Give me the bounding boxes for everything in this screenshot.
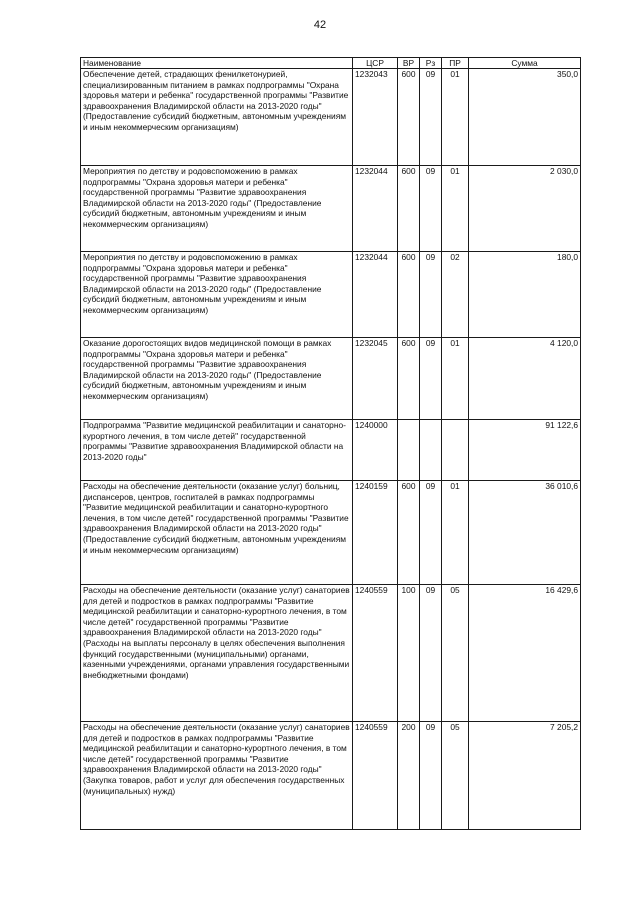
row-vr: 600 xyxy=(398,69,420,166)
row-pr: 05 xyxy=(442,585,469,722)
table-row xyxy=(81,722,581,830)
column-header-sum: Сумма xyxy=(469,58,581,69)
table-row xyxy=(81,420,581,481)
table-row xyxy=(81,166,581,252)
table-row xyxy=(81,338,581,420)
row-vr: 600 xyxy=(398,338,420,420)
table-row xyxy=(81,481,581,585)
page-number: 42 xyxy=(313,19,327,31)
row-rz xyxy=(420,420,442,481)
row-name: Оказание дорогостоящих видов медицинской помощи в рамках подпрограммы "Охрана здоровья матери и ребенка" государственной программы "Развитие здравоохранения Владимирской области на 2013-2020 годы" (Предоставление субсидий бюджетным, автономным учреждениям и иным некоммерческим организациям) xyxy=(81,338,353,420)
column-header-rz: Рз xyxy=(420,58,442,69)
row-rz: 09 xyxy=(420,585,442,722)
row-csr: 1240559 xyxy=(353,585,398,722)
row-pr xyxy=(442,420,469,481)
row-csr: 1232043 xyxy=(353,69,398,166)
row-pr: 01 xyxy=(442,69,469,166)
row-csr: 1232044 xyxy=(353,252,398,338)
row-rz: 09 xyxy=(420,252,442,338)
column-header-csr: ЦСР xyxy=(353,58,398,69)
row-pr: 01 xyxy=(442,166,469,252)
row-sum: 4 120,0 xyxy=(469,338,581,420)
row-csr: 1232045 xyxy=(353,338,398,420)
row-sum: 36 010,6 xyxy=(469,481,581,585)
row-vr: 600 xyxy=(398,166,420,252)
budget-table xyxy=(80,57,581,830)
row-name: Расходы на обеспечение деятельности (оказание услуг) больниц, диспансеров, центров, госпиталей в рамках подпрограммы "Развитие медицинской реабилитации и санаторно-курортного лечения, в том числе детей" государственной программы "Развитие здравоохранения Владимирской области на 2013-2020 годы" (Предоставление субсидий бюджетным, автономным учреждениям и иным некоммерческим организациям) xyxy=(81,481,353,585)
row-name: Обеспечение детей, страдающих фенилкетонурией, специализированным питанием в рамках подпрограммы "Охрана здоровья матери и ребенка" государственной программы "Развитие здравоохранения Владимирской области на 2013-2020 годы" (Предоставление субсидий бюджетным, автономным учреждениям и иным некоммерческим организациям) xyxy=(81,69,353,166)
row-name: Подпрограмма "Развитие медицинской реабилитации и санаторно-курортного лечения, в том числе детей" государственной программы "Развитие здравоохранения Владимирской области на 2013-2020 годы" xyxy=(81,420,353,481)
row-name: Расходы на обеспечение деятельности (оказание услуг) санаториев для детей и подростков в рамках подпрограммы "Развитие медицинской реабилитации и санаторно-курортного лечения, в том числе детей" государственной программы "Развитие здравоохранения Владимирской области на 2013-2020 годы" (Закупка товаров, работ и услуг для обеспечения государственных (муниципальных) нужд) xyxy=(81,722,353,830)
row-vr xyxy=(398,420,420,481)
row-rz: 09 xyxy=(420,481,442,585)
row-sum: 16 429,6 xyxy=(469,585,581,722)
row-pr: 01 xyxy=(442,481,469,585)
row-pr: 05 xyxy=(442,722,469,830)
row-sum: 7 205,2 xyxy=(469,722,581,830)
row-csr: 1240559 xyxy=(353,722,398,830)
row-sum: 91 122,6 xyxy=(469,420,581,481)
row-csr: 1240000 xyxy=(353,420,398,481)
row-vr: 200 xyxy=(398,722,420,830)
table-row xyxy=(81,252,581,338)
column-header-name: Наименование xyxy=(81,58,353,69)
table-row xyxy=(81,69,581,166)
row-vr: 100 xyxy=(398,585,420,722)
row-rz: 09 xyxy=(420,69,442,166)
row-vr: 600 xyxy=(398,252,420,338)
row-rz: 09 xyxy=(420,166,442,252)
row-sum: 2 030,0 xyxy=(469,166,581,252)
column-header-vr: ВР xyxy=(398,58,420,69)
row-sum: 180,0 xyxy=(469,252,581,338)
row-csr: 1232044 xyxy=(353,166,398,252)
row-csr: 1240159 xyxy=(353,481,398,585)
row-rz: 09 xyxy=(420,338,442,420)
row-pr: 02 xyxy=(442,252,469,338)
table-header-row xyxy=(81,58,581,69)
row-pr: 01 xyxy=(442,338,469,420)
row-name: Расходы на обеспечение деятельности (оказание услуг) санаториев для детей и подростков в рамках подпрограммы "Развитие медицинской реабилитации и санаторно-курортного лечения, в том числе детей" государственной программы "Развитие здравоохранения Владимирской области на 2013-2020 годы" (Расходы на выплаты персоналу в целях обеспечения выполнения функций государственными (муниципальными) органами, казенными учреждениями, органами управления государственными внебюджетными фондами) xyxy=(81,585,353,722)
row-rz: 09 xyxy=(420,722,442,830)
row-name: Мероприятия по детству и родовспоможению в рамках подпрограммы "Охрана здоровья матери и ребенка" государственной программы "Развитие здравоохранения Владимирской области на 2013-2020 годы" (Предоставление субсидий бюджетным, автономным учреждениям и иным некоммерческим организациям) xyxy=(81,252,353,338)
row-name: Мероприятия по детству и родовспоможению в рамках подпрограммы "Охрана здоровья матери и ребенка" государственной программы "Развитие здравоохранения Владимирской области на 2013-2020 годы" (Предоставление субсидий бюджетным, автономным учреждениям и иным некоммерческим организациям) xyxy=(81,166,353,252)
table-row xyxy=(81,585,581,722)
column-header-pr: ПР xyxy=(442,58,469,69)
row-sum: 350,0 xyxy=(469,69,581,166)
row-vr: 600 xyxy=(398,481,420,585)
